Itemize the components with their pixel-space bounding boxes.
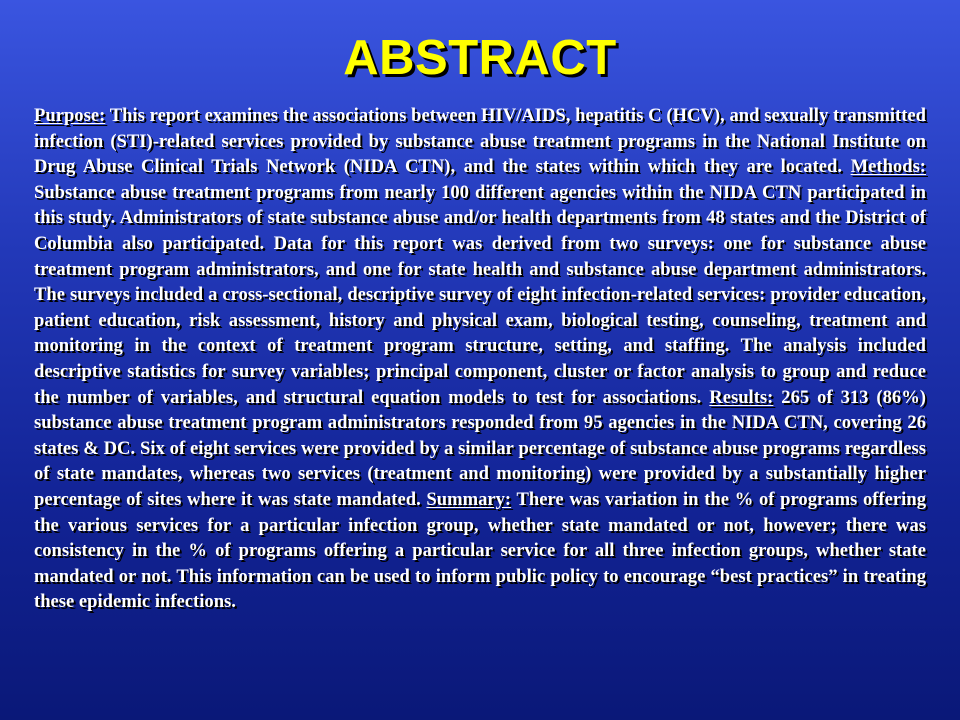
- summary-text: There was variation in the % of programs offering the various services for a particular infection group, whether state mandated or not, however; there was consistency in the % of programs offering a particular service for all three infection groups, whether state mandated or not. This information can be used to inform public policy to encourage “best practices” in treating these epidemic infections.: [34, 488, 926, 613]
- purpose-label: Purpose:: [34, 105, 106, 126]
- results-label: Results:: [709, 386, 774, 408]
- abstract-body: [34, 103, 926, 615]
- methods-label: Methods:: [850, 156, 926, 178]
- summary-label: Summary:: [426, 488, 512, 510]
- slide-title: ABSTRACT: [343, 31, 617, 85]
- purpose-text: This report examines the associations between HIV/AIDS, hepatitis C (HCV), and sexually transmitted infection (STI)-related services provided by substance abuse treatment programs in the National Institute on Drug Abuse Clinical Trials Network (NIDA CTN), and the states within which they are located.: [34, 105, 926, 178]
- results-text: 265 of 313 (86%) substance abuse treatment program administrators responded from 95 agencies in the NIDA CTN, covering 26 states & DC. Six of eight services were provided by a similar percentage of substance abuse programs regardless of state mandates, whereas two services (treatment and monitoring) were provided by a substantially higher percentage of sites where it was state mandated.: [34, 386, 926, 510]
- methods-text: Substance abuse treatment programs from nearly 100 different agencies within the NIDA CTN participated in this study. Administrators of state substance abuse and/or health departments from 48 states and the District of Columbia also participated. Data for this report was derived from two surveys: one for substance abuse treatment program administrators, and one for state health and substance abuse department administrators. The surveys included a cross-sectional, descriptive survey of eight infection-related services: provider education, patient education, risk assessment, history and physical exam, biological testing, counseling, treatment and monitoring in the context of treatment program structure, setting, and staffing. The analysis included descriptive statistics for survey variables; principal component, cluster or factor analysis to group and reduce the number of variables, and structural equation models to test for associations.: [34, 181, 926, 408]
